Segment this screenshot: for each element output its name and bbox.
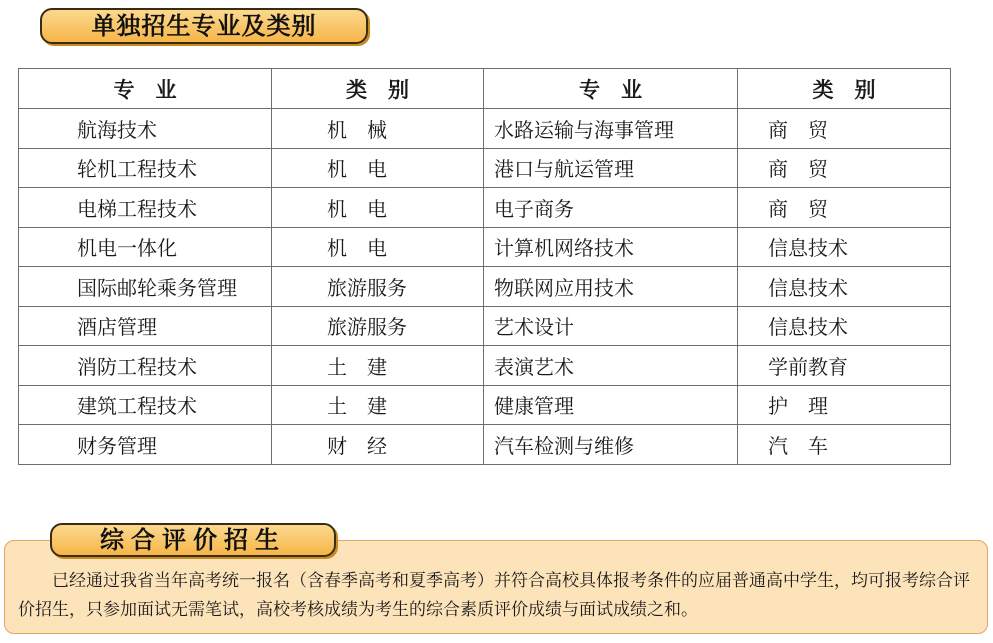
major-cell: 艺术设计 (484, 306, 738, 346)
category-cell: 土 建 (272, 346, 484, 386)
header-major-right: 专 业 (484, 69, 738, 109)
major-cell: 消防工程技术 (19, 346, 272, 386)
major-cell: 财务管理 (19, 425, 272, 465)
category-cell: 信息技术 (738, 306, 951, 346)
major-cell: 港口与航运管理 (484, 148, 738, 188)
category-cell: 财 经 (272, 425, 484, 465)
major-cell: 建筑工程技术 (19, 385, 272, 425)
category-cell: 商 贸 (738, 188, 951, 228)
table-row (19, 109, 951, 149)
major-cell: 航海技术 (19, 109, 272, 149)
category-cell: 机 电 (272, 188, 484, 228)
major-cell: 表演艺术 (484, 346, 738, 386)
table-row (19, 306, 951, 346)
major-cell: 健康管理 (484, 385, 738, 425)
table-row (19, 346, 951, 386)
header-category-left: 类 别 (272, 69, 484, 109)
table-row (19, 267, 951, 307)
category-cell: 机 电 (272, 227, 484, 267)
major-cell: 电梯工程技术 (19, 188, 272, 228)
table-row (19, 148, 951, 188)
major-cell: 机电一体化 (19, 227, 272, 267)
major-cell: 汽车检测与维修 (484, 425, 738, 465)
category-cell: 学前教育 (738, 346, 951, 386)
majors-table (18, 68, 951, 465)
header-major-left: 专 业 (19, 69, 272, 109)
table-header-row (19, 69, 951, 109)
category-cell: 护 理 (738, 385, 951, 425)
category-cell: 商 贸 (738, 148, 951, 188)
section-title-comprehensive-evaluation: 综合评价招生 (50, 523, 336, 557)
category-cell: 商 贸 (738, 109, 951, 149)
major-cell: 水路运输与海事管理 (484, 109, 738, 149)
major-cell: 电子商务 (484, 188, 738, 228)
category-cell: 信息技术 (738, 227, 951, 267)
section-title-single-enrollment: 单独招生专业及类别 (40, 8, 368, 44)
major-cell: 物联网应用技术 (484, 267, 738, 307)
major-cell: 轮机工程技术 (19, 148, 272, 188)
category-cell: 旅游服务 (272, 267, 484, 307)
comprehensive-evaluation-text: 已经通过我省当年高考统一报名（含春季高考和夏季高考）并符合高校具体报考条件的应届普通高中学生，均可报考综合评价招生，只参加面试无需笔试，高校考核成绩为考生的综合素质评价成绩与面试成绩之和。 (18, 571, 970, 620)
table-row (19, 188, 951, 228)
table-row (19, 385, 951, 425)
category-cell: 汽 车 (738, 425, 951, 465)
category-cell: 机 电 (272, 148, 484, 188)
category-cell: 信息技术 (738, 267, 951, 307)
major-cell: 计算机网络技术 (484, 227, 738, 267)
table-row (19, 425, 951, 465)
category-cell: 旅游服务 (272, 306, 484, 346)
category-cell: 土 建 (272, 385, 484, 425)
header-category-right: 类 别 (738, 69, 951, 109)
major-cell: 国际邮轮乘务管理 (19, 267, 272, 307)
major-cell: 酒店管理 (19, 306, 272, 346)
table-row (19, 227, 951, 267)
category-cell: 机 械 (272, 109, 484, 149)
